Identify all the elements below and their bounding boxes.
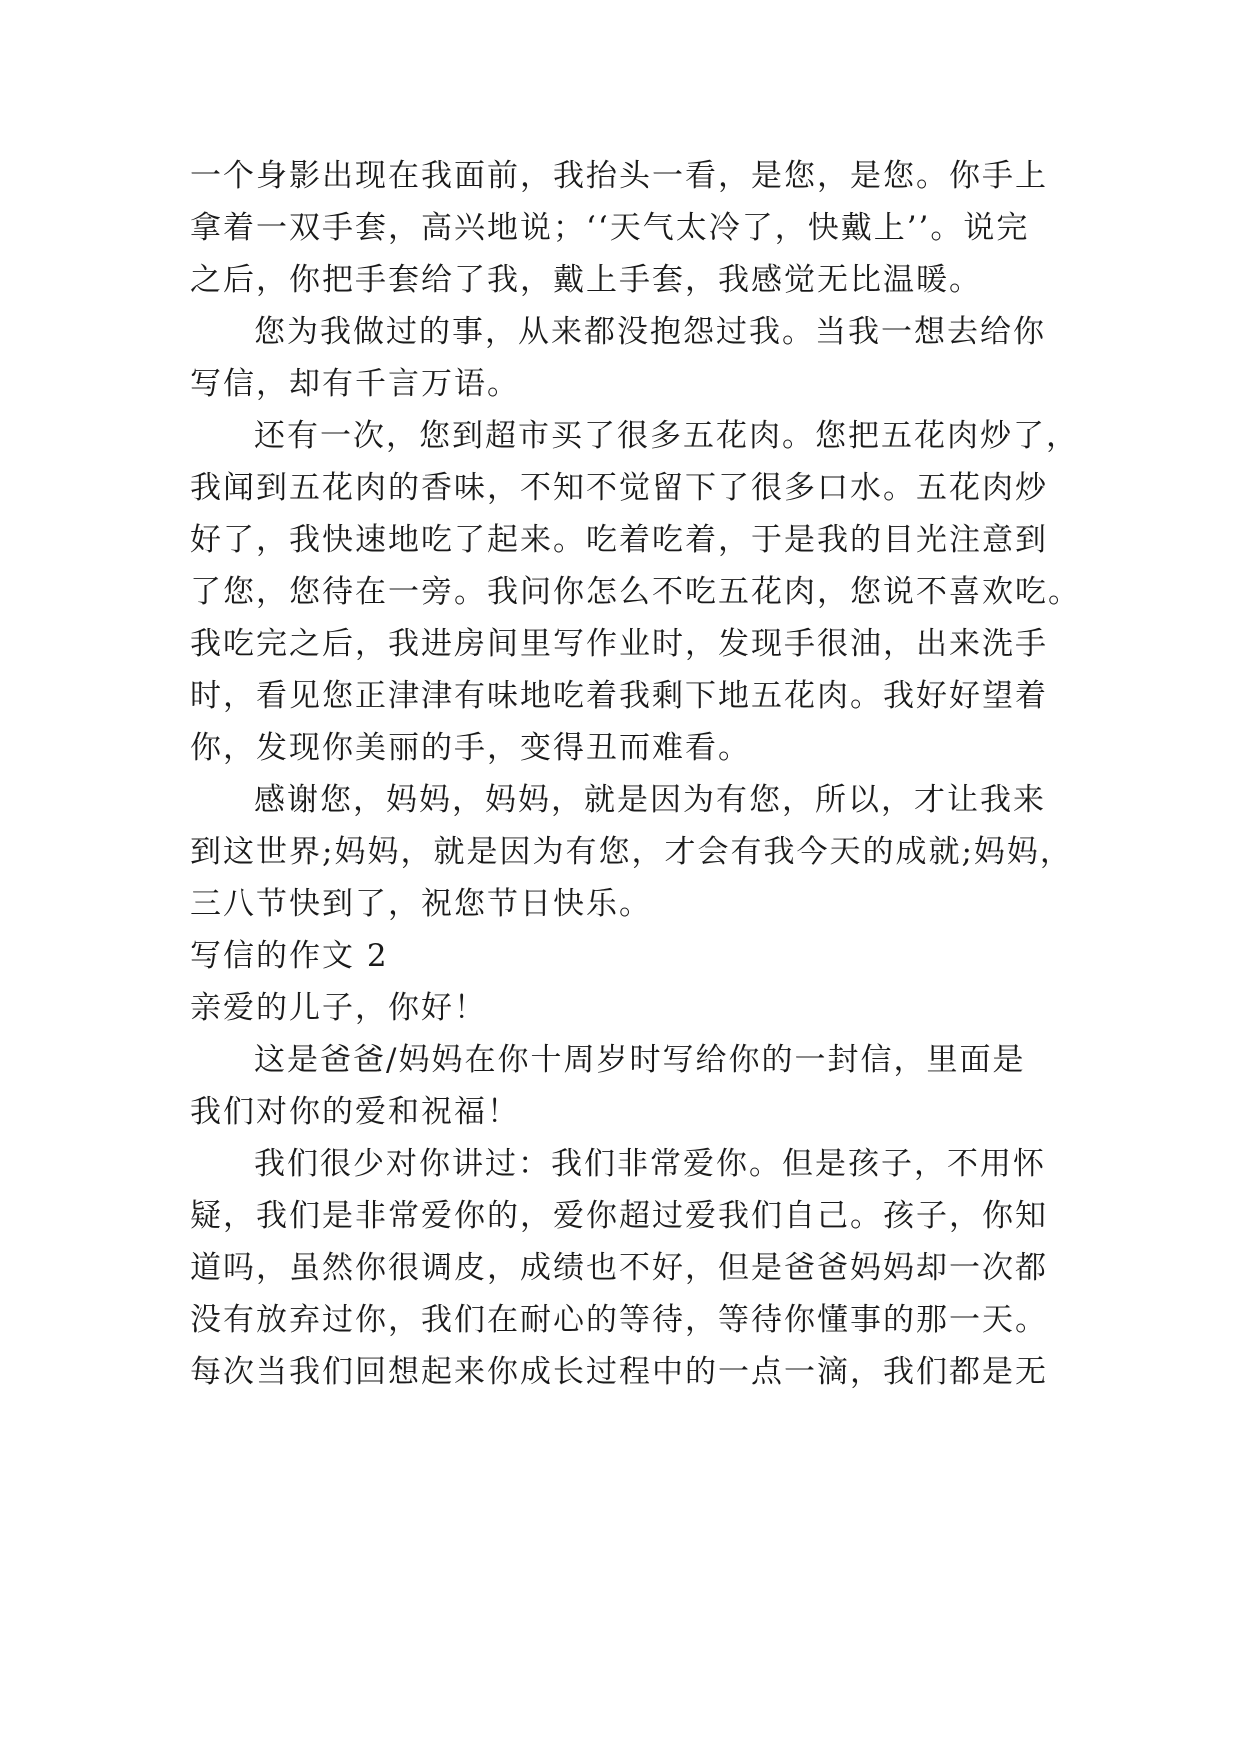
text-line: 道吗，虽然你很调皮，成绩也不好，但是爸爸妈妈却一次都 [190,1250,1048,1286]
text-line: 之后，你把手套给了我，戴上手套，我感觉无比温暖。 [190,262,982,298]
paragraph-start-line: 感谢您，妈妈，妈妈，就是因为有您，所以，才让我来 [254,782,1046,818]
text-line: 拿着一双手套，高兴地说；‘‘天气太冷了，快戴上’’。说完 [190,210,1030,246]
text-line: 疑，我们是非常爱你的，爱你超过爱我们自己。孩子，你知 [190,1198,1048,1234]
paragraph-start-line: 这是爸爸/妈妈在你十周岁时写给你的一封信，里面是 [254,1042,1026,1078]
text-line: 到这世界;妈妈，就是因为有您，才会有我今天的成就;妈妈， [190,834,1073,870]
text-line: 好了，我快速地吃了起来。吃着吃着，于是我的目光注意到 [190,522,1048,558]
paragraph-start-line: 我们很少对你讲过：我们非常爱你。但是孩子，不用怀 [254,1146,1046,1182]
section-title: 写信的作文 2 [190,938,389,974]
text-line: 一个身影出现在我面前，我抬头一看，是您，是您。你手上 [190,158,1048,194]
text-line: 我吃完之后，我进房间里写作业时，发现手很油，出来洗手 [190,626,1048,662]
text-line: 三八节快到了，祝您节日快乐。 [190,886,652,922]
text-line: 你，发现你美丽的手，变得丑而难看。 [190,730,751,766]
text-line: 我闻到五花肉的香味，不知不觉留下了很多口水。五花肉炒 [190,470,1048,506]
text-line: 我们对你的爱和祝福！ [190,1094,520,1130]
text-line: 时，看见您正津津有味地吃着我剩下地五花肉。我好好望着 [190,678,1048,714]
text-line: 了您，您待在一旁。我问你怎么不吃五花肉，您说不喜欢吃。 [190,574,1081,610]
paragraph-start-line: 还有一次，您到超市买了很多五花肉。您把五花肉炒了， [254,418,1079,454]
paragraph-start-line: 您为我做过的事，从来都没抱怨过我。当我一想去给你 [254,314,1046,350]
letter-salutation: 亲爱的儿子，你好！ [190,990,487,1026]
text-line: 每次当我们回想起来你成长过程中的一点一滴，我们都是无 [190,1354,1048,1390]
text-line: 写信，却有千言万语。 [190,366,520,402]
text-line: 没有放弃过你，我们在耐心的等待，等待你懂事的那一天。 [190,1302,1048,1338]
